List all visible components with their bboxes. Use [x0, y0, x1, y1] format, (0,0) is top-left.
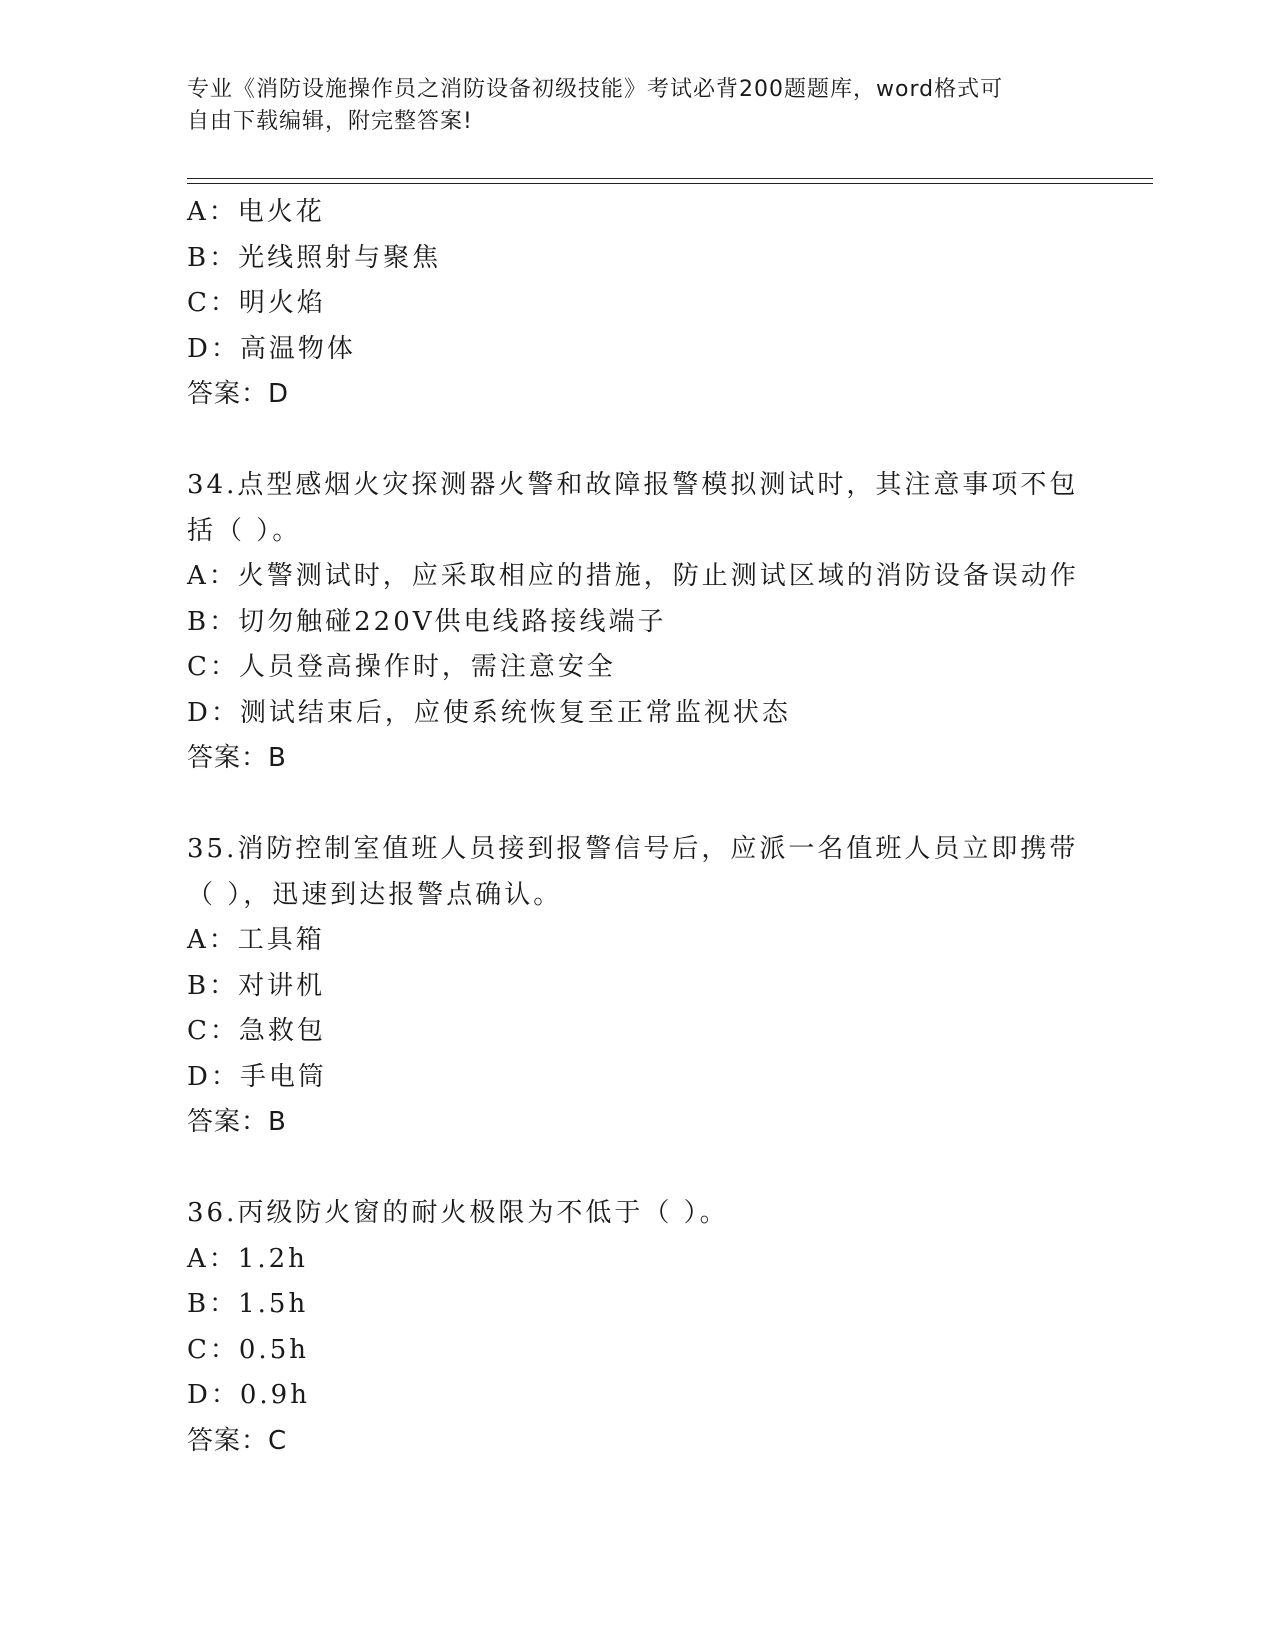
- answer: 答案：D: [187, 379, 290, 409]
- header-line-2: 自由下载编辑，附完整答案!: [187, 109, 473, 134]
- option-d: D：手电筒: [187, 1061, 327, 1092]
- option-d: D：高温物体: [187, 333, 356, 364]
- question-34: [187, 463, 1087, 782]
- question-stem-line: 括（ ）。: [187, 515, 302, 546]
- option-a: A：工具箱: [187, 925, 325, 955]
- answer: 答案：B: [187, 743, 287, 773]
- answer: 答案：C: [187, 1425, 288, 1456]
- option-d: D：测试结束后，应使系统恢复至正常监视状态: [187, 697, 791, 728]
- answer: 答案：B: [187, 1107, 287, 1137]
- question-35: [187, 827, 1087, 1146]
- question-stem-line: 36.丙级防火窗的耐火极限为不低于（ ）。: [187, 1198, 729, 1228]
- option-c: C：0.5h: [187, 1334, 309, 1365]
- spacer: [187, 782, 1087, 828]
- option-d: D：0.9h: [187, 1380, 310, 1410]
- document-header: [187, 74, 1067, 138]
- option-b: B：1.5h: [187, 1289, 309, 1319]
- option-b: B：对讲机: [187, 970, 326, 1001]
- option-c: C：人员登高操作时，需注意安全: [187, 652, 616, 682]
- option-c: C：急救包: [187, 1016, 326, 1046]
- question-list: [187, 190, 1087, 1464]
- option-b: B：切勿触碰220V供电线路接线端子: [187, 606, 667, 637]
- option-a: A：电火花: [187, 197, 325, 227]
- question-33-continued: [187, 190, 1087, 418]
- header-line-1: 专业《消防设施操作员之消防设备初级技能》考试必背200题题库，word格式可: [187, 77, 1004, 102]
- header-rule-bottom: [187, 183, 1153, 184]
- question-stem-line: 35.消防控制室值班人员接到报警信号后，应派一名值班人员立即携带: [187, 834, 1079, 864]
- spacer: [187, 1146, 1087, 1192]
- option-b: B：光线照射与聚焦: [187, 242, 442, 273]
- question-stem-line: 34.点型感烟火灾探测器火警和故障报警模拟测试时，其注意事项不包: [187, 470, 1079, 500]
- option-c: C：明火焰: [187, 288, 326, 318]
- option-a: A：1.2h: [187, 1243, 308, 1274]
- question-stem-line: （ ），迅速到达报警点确认。: [187, 879, 563, 910]
- spacer: [187, 418, 1087, 464]
- question-36: [187, 1191, 1087, 1464]
- header-rule-top: [187, 178, 1153, 179]
- option-a: A：火警测试时，应采取相应的措施，防止测试区域的消防设备误动作: [187, 561, 1079, 591]
